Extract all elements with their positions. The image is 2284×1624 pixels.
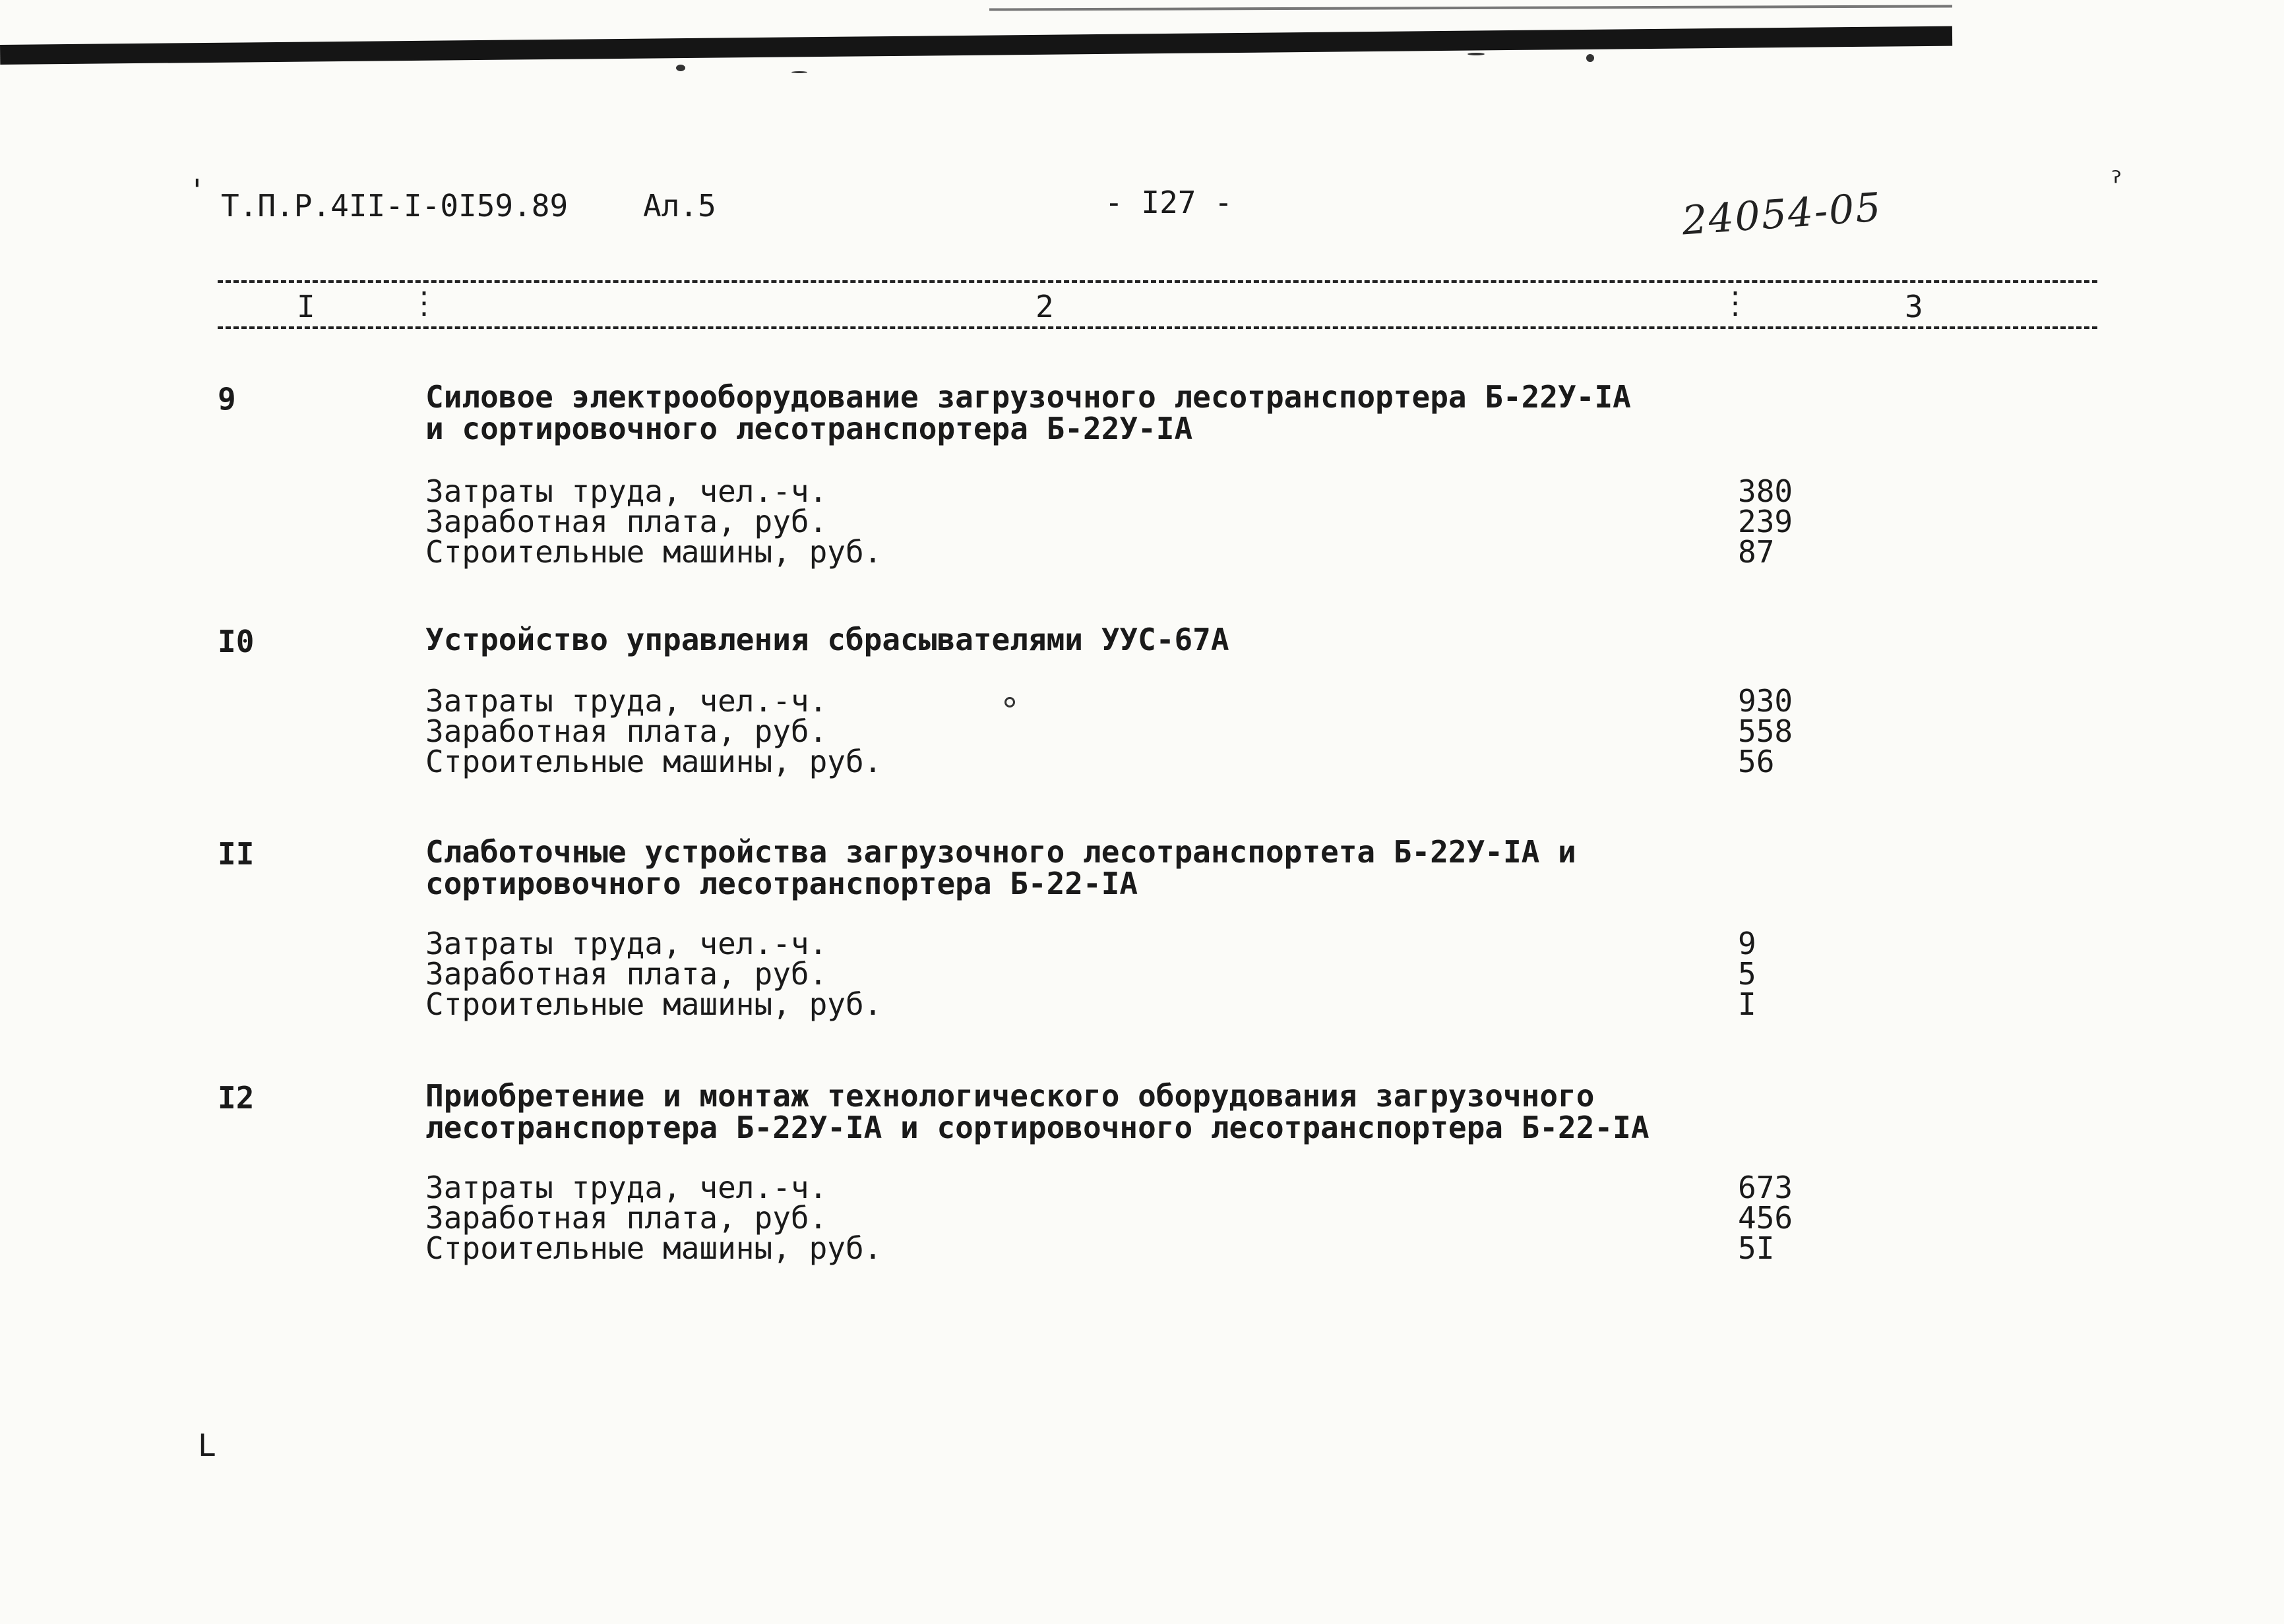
scan-edge-line bbox=[989, 5, 1952, 11]
item-title-line: Приобретение и монтаж технологического оборудования загрузочного bbox=[425, 1078, 1595, 1114]
column-separator: ⋮ bbox=[1720, 285, 1750, 320]
document-code: Т.П.Р.4II-I-0I59.89 bbox=[221, 188, 569, 224]
item-number: 9 bbox=[218, 381, 236, 417]
cost-label: Заработная плата, руб. bbox=[425, 956, 828, 992]
column-number-2: 2 bbox=[1035, 289, 1054, 324]
cost-value: 558 bbox=[1738, 713, 1793, 749]
cost-value: 380 bbox=[1738, 473, 1793, 509]
cost-value: I bbox=[1738, 986, 1756, 1022]
cost-value: 930 bbox=[1738, 683, 1793, 719]
cost-value: 87 bbox=[1738, 534, 1775, 570]
item-title-line: лесотранспортера Б-22У-IА и сортировочного лесотранспортера Б-22-IА bbox=[425, 1110, 1650, 1145]
corner-mark-top-right: ˀ bbox=[2107, 168, 2126, 204]
scan-edge-shadow bbox=[0, 26, 1952, 65]
cost-label: Заработная плата, руб. bbox=[425, 504, 828, 539]
cost-value: 456 bbox=[1738, 1200, 1793, 1236]
column-separator: ⋮ bbox=[409, 285, 439, 320]
column-header-bottom-rule bbox=[218, 326, 2097, 329]
cost-value: 56 bbox=[1738, 744, 1775, 779]
cost-label: Затраты труда, чел.-ч. bbox=[425, 683, 828, 719]
handwritten-inventory-number: 24054-05 bbox=[1680, 184, 1884, 245]
cost-label: Строительные машины, руб. bbox=[425, 986, 882, 1022]
cost-label: Заработная плата, руб. bbox=[425, 1200, 828, 1236]
cost-value: 5I bbox=[1738, 1230, 1775, 1266]
page-number: - I27 - bbox=[1105, 185, 1233, 220]
cost-value: 9 bbox=[1738, 926, 1756, 961]
column-number-3: 3 bbox=[1905, 289, 1923, 324]
sheet-label: Ал.5 bbox=[643, 188, 716, 224]
cost-label: Строительные машины, руб. bbox=[425, 744, 882, 779]
cost-value: 5 bbox=[1738, 956, 1756, 992]
cost-label: Строительные машины, руб. bbox=[425, 534, 882, 570]
item-title-line: Устройство управления сбрасывателями УУС-67А bbox=[425, 622, 1229, 657]
corner-mark-top-left: ' bbox=[188, 173, 206, 208]
column-number-1: I bbox=[297, 289, 315, 324]
item-title-line: и сортировочного лесотранспортера Б-22У-IА bbox=[425, 411, 1193, 446]
scan-speck bbox=[1467, 53, 1485, 55]
item-title-line: сортировочного лесотранспортера Б-22-IА bbox=[425, 866, 1138, 901]
cost-label: Затраты труда, чел.-ч. bbox=[425, 473, 828, 509]
item-number: II bbox=[218, 836, 255, 872]
cost-label: Затраты труда, чел.-ч. bbox=[425, 926, 828, 961]
item-title-line: Слаботочные устройства загрузочного лесотранспортета Б-22У-IА и bbox=[425, 834, 1576, 870]
scan-speck bbox=[1586, 54, 1594, 62]
item-number: I2 bbox=[218, 1080, 255, 1116]
scan-speck bbox=[791, 71, 807, 73]
item-title-line: Силовое электрооборудование загрузочного лесотранспортера Б-22У-IА bbox=[425, 379, 1631, 415]
cost-label: Строительные машины, руб. bbox=[425, 1230, 882, 1266]
corner-mark-bottom-left: L bbox=[198, 1428, 216, 1463]
column-header-top-rule bbox=[218, 280, 2097, 283]
item-number: I0 bbox=[218, 624, 255, 659]
scan-speck bbox=[1004, 697, 1015, 707]
scan-speck bbox=[676, 65, 685, 71]
cost-value: 673 bbox=[1738, 1170, 1793, 1205]
cost-value: 239 bbox=[1738, 504, 1793, 539]
cost-label: Затраты труда, чел.-ч. bbox=[425, 1170, 828, 1205]
cost-label: Заработная плата, руб. bbox=[425, 713, 828, 749]
